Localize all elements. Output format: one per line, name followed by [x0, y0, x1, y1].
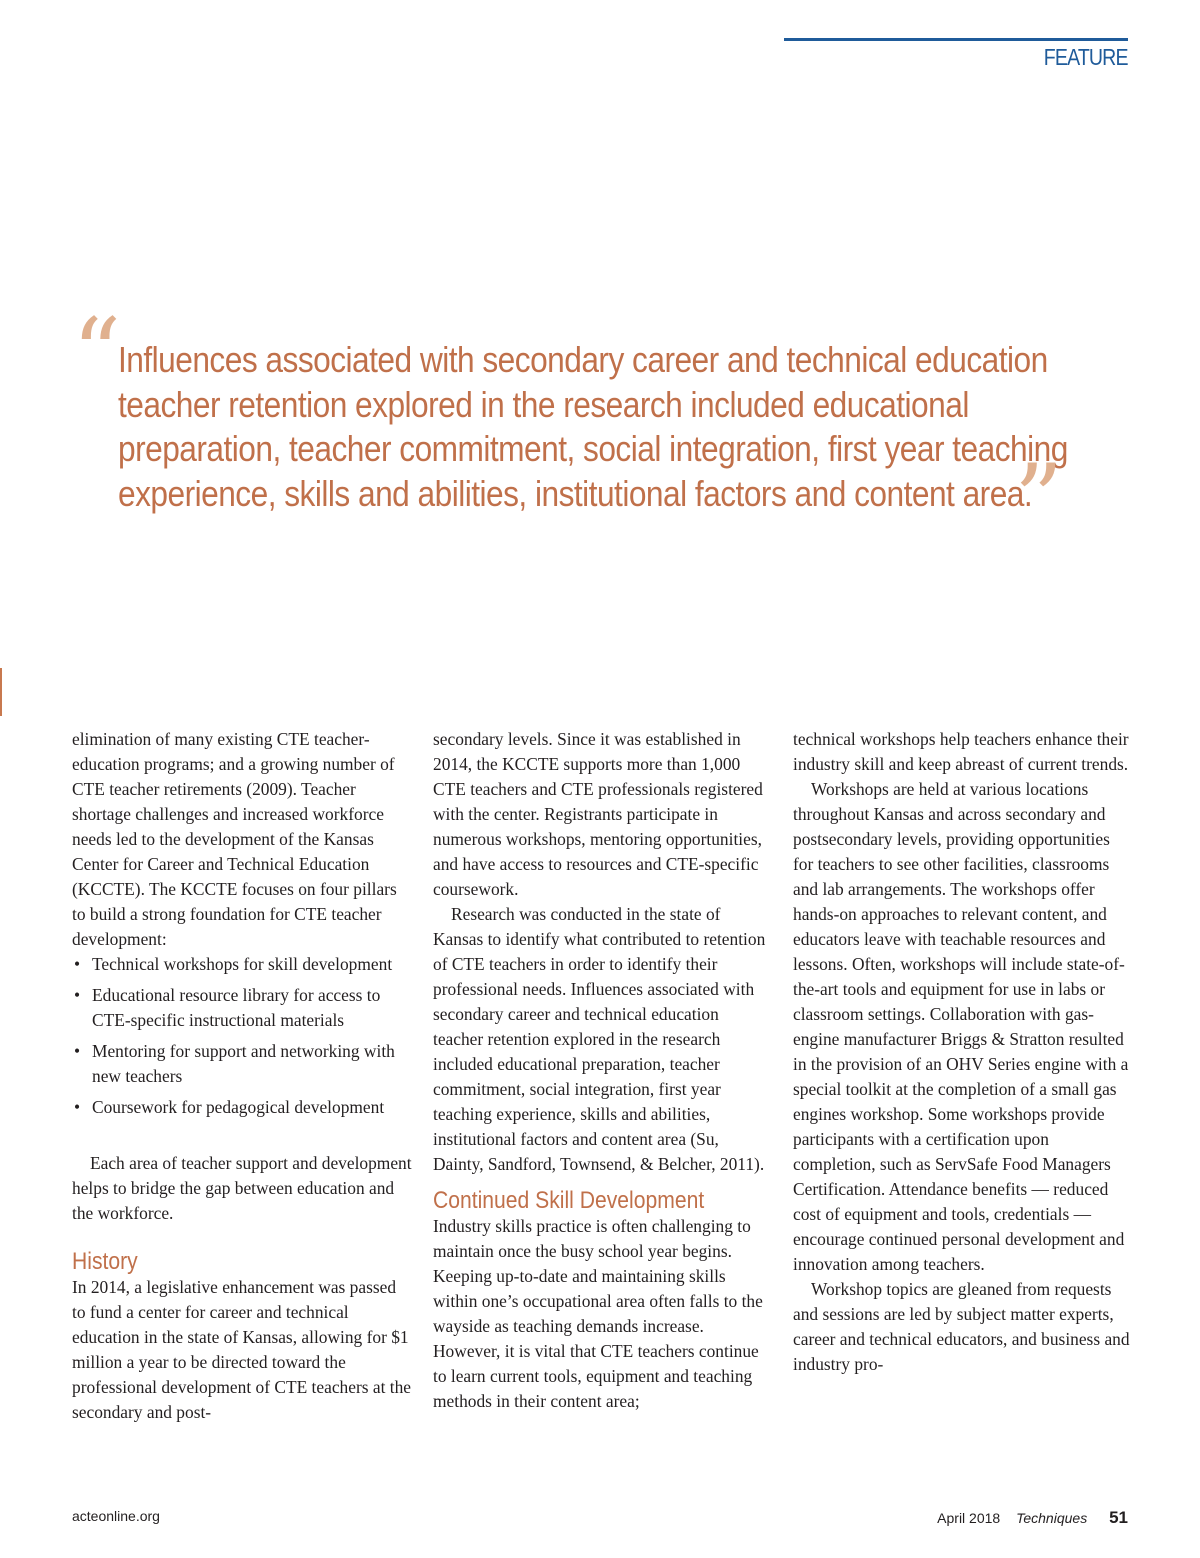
text-column-3: [793, 727, 1133, 1377]
paragraph: technical workshops help teachers enhance their industry skill and keep abreast of current trends.: [793, 729, 1129, 774]
pull-quote-line: experience, skills and abilities, institutional factors and content area.: [118, 472, 1033, 514]
paragraph: elimination of many existing CTE teacher-education programs; and a growing number of CTE teacher retirements (2009). Teacher shortage challenges and increased workforce needs led to the development of the Kansas Center for Career and Technical Education (KCCTE). The KCCTE focuses on four pillars to build a strong foundation for CTE teacher development:: [72, 729, 397, 949]
paragraph: In 2014, a legislative enhancement was passed to fund a center for career and technical education in the state of Kansas, allowing for $1 million a year to be directed toward the professional development of CTE teachers at the secondary and post-: [72, 1277, 411, 1422]
text-column-2: [433, 727, 773, 1414]
page-edge-mark: [0, 668, 2, 716]
text-column-1: [72, 727, 412, 1425]
pull-quote: [118, 338, 1128, 516]
list-item: • Technical workshops for skill development: [72, 952, 412, 977]
section-heading-continued-skill-development: Continued Skill Development: [433, 1187, 705, 1214]
header-rule: [784, 38, 1128, 41]
paragraph: Workshop topics are gleaned from requests and sessions are led by subject matter experts, career and technical educators, and business and industry pro-: [793, 1279, 1130, 1374]
section-heading-history: History: [72, 1248, 138, 1275]
close-quote-icon: ”: [1014, 444, 1064, 556]
pull-quote-line: preparation, teacher commitment, social integration, first year teaching: [118, 428, 1068, 469]
list-item: • Mentoring for support and networking with new teachers: [72, 1039, 412, 1089]
open-quote-icon: “: [72, 298, 122, 410]
footer-magazine: Techniques: [1016, 1510, 1088, 1526]
pull-quote-line: teacher retention explored in the research included educational: [118, 383, 969, 425]
paragraph: Each area of teacher support and development helps to bridge the gap between education and the workforce.: [72, 1153, 412, 1223]
page-number: 51: [1109, 1508, 1128, 1527]
paragraph: Research was conducted in the state of Kansas to identify what contributed to retention of CTE teachers in order to identify their professional needs. Influences associated with secondary career and technical education teacher retention explored in the research included educational preparation, teacher commitment, social integration, first year teaching experience, skills and abilities, institutional factors and content area (Su, Dainty, Sandford, Townsend, & Belcher, 2011).: [433, 904, 766, 1174]
footer-date: April 2018: [937, 1510, 1001, 1526]
footer-info: [937, 1508, 1128, 1528]
paragraph: Industry skills practice is often challenging to maintain once the busy school year begins. Keeping up-to-date and maintaining skills within one’s occupational area often falls to the wayside as teaching demands increase. However, it is vital that CTE teachers continue to learn current tools, equipment and teaching methods in their content area;: [433, 1216, 763, 1411]
pull-quote-line: Influences associated with secondary career and technical education: [118, 339, 1048, 380]
pillars-list: [72, 952, 412, 1120]
list-item: • Coursework for pedagogical development: [72, 1095, 412, 1120]
section-label: FEATURE: [1044, 44, 1128, 70]
paragraph: secondary levels. Since it was established in 2014, the KCCTE supports more than 1,000 CTE teachers and CTE professionals registered with the center. Registrants participate in numerous workshops, mentoring opportunities, and have access to resources and CTE-specific coursework.: [433, 729, 763, 899]
footer-website: acteonline.org: [72, 1508, 160, 1524]
paragraph: Workshops are held at various locations throughout Kansas and across secondary and postsecondary levels, providing opportunities for teachers to see other facilities, classrooms and lab arrangements. The workshops offer hands-on approaches to relevant content, and educators leave with teachable resources and lessons. Often, workshops will include state-of-the-art tools and equipment for use in labs or classroom settings. Collaboration with gas-engine manufacturer Briggs & Stratton resulted in the provision of an OHV Series engine with a special toolkit at the completion of a small gas engines workshop. Some workshops provide participants with a certification upon completion, such as ServSafe Food Managers Certification. Attendance benefits — reduced cost of equipment and tools, credentials — encourage continued personal development and innovation among teachers.: [793, 779, 1129, 1274]
list-item: • Educational resource library for access to CTE-specific instructional materials: [72, 983, 412, 1033]
